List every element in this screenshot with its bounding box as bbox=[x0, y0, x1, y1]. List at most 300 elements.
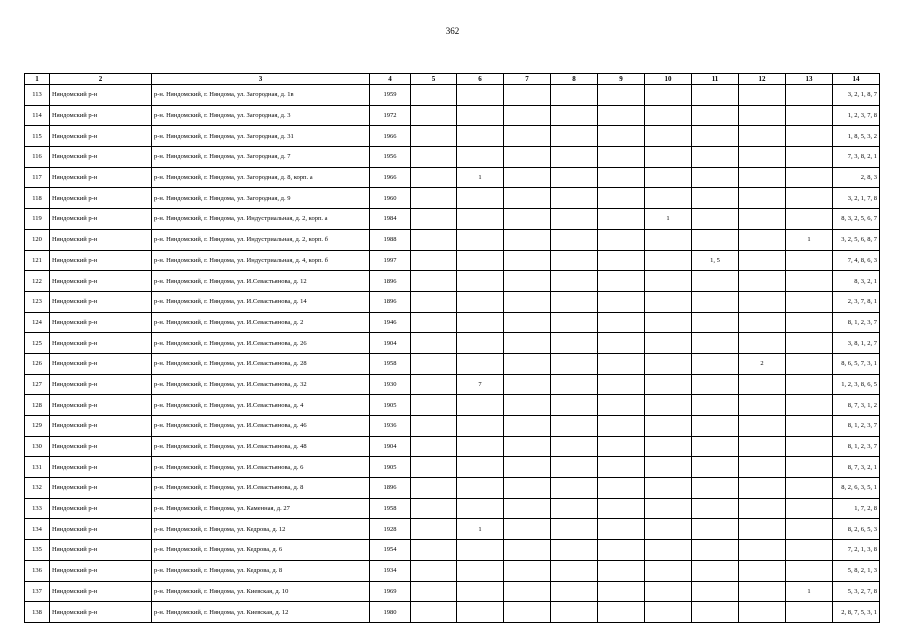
table-cell bbox=[598, 147, 645, 168]
table-cell: Няндомский р-н bbox=[50, 540, 152, 561]
table-cell: 138 bbox=[25, 602, 50, 623]
table-cell bbox=[457, 147, 504, 168]
table-cell bbox=[645, 85, 692, 106]
table-cell bbox=[739, 229, 786, 250]
table-cell bbox=[786, 167, 833, 188]
table-cell bbox=[411, 291, 457, 312]
table-row bbox=[25, 126, 880, 147]
table-cell: 7, 3, 8, 2, 1 bbox=[833, 147, 880, 168]
table-body bbox=[25, 85, 880, 623]
table-cell bbox=[504, 271, 551, 292]
table-cell bbox=[645, 333, 692, 354]
table-cell: р-н. Няндомский, г. Няндома, ул. Индустриальная, д. 2, корп. б bbox=[152, 229, 370, 250]
table-cell: Няндомский р-н bbox=[50, 333, 152, 354]
table-row bbox=[25, 436, 880, 457]
table-cell: 7, 2, 1, 3, 8 bbox=[833, 540, 880, 561]
table-cell bbox=[598, 188, 645, 209]
table-cell: 7 bbox=[457, 374, 504, 395]
table-cell bbox=[692, 312, 739, 333]
table-cell: 1, 2, 3, 8, 6, 5 bbox=[833, 374, 880, 395]
table-cell: р-н. Няндомский, г. Няндома, ул. Киевская, д. 10 bbox=[152, 581, 370, 602]
table-cell bbox=[504, 581, 551, 602]
table-cell bbox=[411, 478, 457, 499]
table-cell bbox=[786, 209, 833, 230]
table-cell bbox=[457, 229, 504, 250]
table-cell bbox=[692, 105, 739, 126]
column-header: 7 bbox=[504, 74, 551, 85]
table-cell bbox=[598, 229, 645, 250]
table-cell: р-н. Няндомский, г. Няндома, ул. Каменная, д. 27 bbox=[152, 498, 370, 519]
table-row bbox=[25, 105, 880, 126]
table-row bbox=[25, 147, 880, 168]
table-row bbox=[25, 374, 880, 395]
table-cell bbox=[739, 395, 786, 416]
table-cell bbox=[692, 395, 739, 416]
table-cell bbox=[504, 126, 551, 147]
table-cell: Няндомский р-н bbox=[50, 312, 152, 333]
table-cell: 1 bbox=[457, 167, 504, 188]
table-cell bbox=[739, 209, 786, 230]
table-cell bbox=[551, 250, 598, 271]
table-cell bbox=[411, 167, 457, 188]
table-cell: 119 bbox=[25, 209, 50, 230]
table-cell: 1896 bbox=[370, 478, 411, 499]
table-cell bbox=[504, 498, 551, 519]
table-cell: 1959 bbox=[370, 85, 411, 106]
table-cell: Няндомский р-н bbox=[50, 105, 152, 126]
table-cell bbox=[411, 250, 457, 271]
table-cell bbox=[692, 436, 739, 457]
table-row bbox=[25, 416, 880, 437]
column-header: 1 bbox=[25, 74, 50, 85]
table-cell: Няндомский р-н bbox=[50, 395, 152, 416]
table-cell bbox=[692, 147, 739, 168]
table-cell bbox=[504, 478, 551, 499]
table-cell bbox=[504, 312, 551, 333]
table-cell bbox=[504, 85, 551, 106]
table-cell bbox=[786, 188, 833, 209]
table-cell bbox=[457, 581, 504, 602]
table-cell: р-н. Няндомский, г. Няндома, ул. И.Севастьянова, д. 14 bbox=[152, 291, 370, 312]
column-header: 12 bbox=[739, 74, 786, 85]
table-cell: 1956 bbox=[370, 147, 411, 168]
table-cell bbox=[551, 188, 598, 209]
table-cell bbox=[786, 498, 833, 519]
table-cell bbox=[786, 560, 833, 581]
table-cell bbox=[786, 147, 833, 168]
table-cell: 129 bbox=[25, 416, 50, 437]
table-cell bbox=[411, 333, 457, 354]
table-cell bbox=[692, 353, 739, 374]
table-cell bbox=[598, 374, 645, 395]
table-cell: 128 bbox=[25, 395, 50, 416]
table-cell: 117 bbox=[25, 167, 50, 188]
table-cell bbox=[457, 312, 504, 333]
table-cell: р-н. Няндомский, г. Няндома, ул. Индустриальная, д. 4, корп. б bbox=[152, 250, 370, 271]
table-cell: Няндомский р-н bbox=[50, 271, 152, 292]
table-cell: Няндомский р-н bbox=[50, 250, 152, 271]
table-cell: 126 bbox=[25, 353, 50, 374]
table-cell bbox=[739, 498, 786, 519]
table-cell bbox=[457, 209, 504, 230]
table-cell: 1 bbox=[645, 209, 692, 230]
table-row bbox=[25, 209, 880, 230]
table-cell: Няндомский р-н bbox=[50, 188, 152, 209]
table-cell bbox=[739, 416, 786, 437]
table-cell: р-н. Няндомский, г. Няндома, ул. И.Севастьянова, д. 48 bbox=[152, 436, 370, 457]
table-row bbox=[25, 188, 880, 209]
table-cell bbox=[786, 416, 833, 437]
table-row bbox=[25, 271, 880, 292]
data-table bbox=[24, 73, 880, 623]
table-cell bbox=[598, 105, 645, 126]
table-cell: Няндомский р-н bbox=[50, 498, 152, 519]
table-cell bbox=[504, 188, 551, 209]
table-cell bbox=[645, 602, 692, 623]
table-cell bbox=[786, 540, 833, 561]
table-cell: 1946 bbox=[370, 312, 411, 333]
table-cell bbox=[739, 147, 786, 168]
table-cell bbox=[739, 478, 786, 499]
table-cell bbox=[692, 229, 739, 250]
table-cell bbox=[551, 416, 598, 437]
table-cell bbox=[739, 188, 786, 209]
table-cell bbox=[739, 291, 786, 312]
table-cell: р-н. Няндомский, г. Няндома, ул. Загородная, д. 8, корп. а bbox=[152, 167, 370, 188]
table-cell: 7, 4, 8, 6, 3 bbox=[833, 250, 880, 271]
table-cell bbox=[504, 374, 551, 395]
column-header: 9 bbox=[598, 74, 645, 85]
table-cell bbox=[504, 519, 551, 540]
table-cell bbox=[739, 250, 786, 271]
table-cell bbox=[551, 498, 598, 519]
table-cell bbox=[645, 436, 692, 457]
table-cell bbox=[457, 457, 504, 478]
table-cell: 133 bbox=[25, 498, 50, 519]
table-cell bbox=[645, 498, 692, 519]
table-cell: 8, 1, 2, 3, 7 bbox=[833, 312, 880, 333]
table-cell bbox=[786, 312, 833, 333]
table-cell bbox=[598, 312, 645, 333]
table-cell bbox=[504, 416, 551, 437]
table-cell: р-н. Няндомский, г. Няндома, ул. И.Севастьянова, д. 26 bbox=[152, 333, 370, 354]
table-cell bbox=[457, 271, 504, 292]
column-header: 13 bbox=[786, 74, 833, 85]
table-cell bbox=[786, 291, 833, 312]
table-cell: 1896 bbox=[370, 271, 411, 292]
table-cell bbox=[598, 353, 645, 374]
table-cell: 120 bbox=[25, 229, 50, 250]
table-cell bbox=[457, 478, 504, 499]
table-cell bbox=[457, 540, 504, 561]
table-cell bbox=[739, 85, 786, 106]
table-cell: 2, 3, 7, 8, 1 bbox=[833, 291, 880, 312]
table-cell bbox=[645, 291, 692, 312]
table-cell bbox=[739, 519, 786, 540]
table-cell: 1930 bbox=[370, 374, 411, 395]
column-header: 5 bbox=[411, 74, 457, 85]
table-row bbox=[25, 333, 880, 354]
table-cell bbox=[504, 395, 551, 416]
table-cell bbox=[411, 519, 457, 540]
table-cell bbox=[457, 250, 504, 271]
table-cell bbox=[504, 291, 551, 312]
table-cell bbox=[692, 85, 739, 106]
table-cell: р-н. Няндомский, г. Няндома, ул. И.Севастьянова, д. 6 bbox=[152, 457, 370, 478]
table-cell bbox=[504, 333, 551, 354]
column-header: 14 bbox=[833, 74, 880, 85]
table-cell bbox=[739, 457, 786, 478]
table-cell bbox=[457, 395, 504, 416]
table-cell: 137 bbox=[25, 581, 50, 602]
table-cell bbox=[598, 602, 645, 623]
table-cell bbox=[598, 333, 645, 354]
table-cell bbox=[411, 312, 457, 333]
table-cell: р-н. Няндомский, г. Няндома, ул. Загородная, д. 1в bbox=[152, 85, 370, 106]
table-cell: 1997 bbox=[370, 250, 411, 271]
table-cell bbox=[739, 560, 786, 581]
table-cell bbox=[786, 105, 833, 126]
table-cell bbox=[645, 250, 692, 271]
table-cell: 136 bbox=[25, 560, 50, 581]
table-cell bbox=[692, 291, 739, 312]
table-cell bbox=[457, 333, 504, 354]
table-cell: 134 bbox=[25, 519, 50, 540]
column-header: 11 bbox=[692, 74, 739, 85]
table-cell bbox=[411, 105, 457, 126]
table-cell bbox=[645, 457, 692, 478]
table-cell bbox=[692, 374, 739, 395]
table-cell bbox=[692, 457, 739, 478]
table-cell bbox=[411, 126, 457, 147]
table-cell: 2, 8, 7, 5, 3, 1 bbox=[833, 602, 880, 623]
table-cell bbox=[551, 105, 598, 126]
table-cell: 8, 1, 2, 3, 7 bbox=[833, 416, 880, 437]
table-cell bbox=[457, 416, 504, 437]
table-row bbox=[25, 602, 880, 623]
table-cell bbox=[598, 498, 645, 519]
table-cell bbox=[739, 333, 786, 354]
table-cell: 1, 2, 3, 7, 8 bbox=[833, 105, 880, 126]
table-cell bbox=[504, 167, 551, 188]
table-row bbox=[25, 167, 880, 188]
table-cell bbox=[411, 581, 457, 602]
table-cell bbox=[739, 602, 786, 623]
page-number: 362 bbox=[445, 26, 460, 36]
table-cell: р-н. Няндомский, г. Няндома, ул. И.Севастьянова, д. 46 bbox=[152, 416, 370, 437]
table-cell: 1904 bbox=[370, 436, 411, 457]
table-cell bbox=[598, 560, 645, 581]
table-cell bbox=[739, 271, 786, 292]
table-cell bbox=[692, 209, 739, 230]
table-cell: 8, 2, 6, 3, 5, 1 bbox=[833, 478, 880, 499]
table-cell bbox=[411, 602, 457, 623]
table-cell: 5, 8, 2, 1, 3 bbox=[833, 560, 880, 581]
table-cell bbox=[504, 209, 551, 230]
table-cell bbox=[692, 333, 739, 354]
table-cell: р-н. Няндомский, г. Няндома, ул. И.Севастьянова, д. 12 bbox=[152, 271, 370, 292]
table-cell bbox=[692, 602, 739, 623]
table-cell: 1958 bbox=[370, 498, 411, 519]
table-row bbox=[25, 540, 880, 561]
table-cell: 1905 bbox=[370, 457, 411, 478]
table-cell: р-н. Няндомский, г. Няндома, ул. Загородная, д. 3 bbox=[152, 105, 370, 126]
table-cell bbox=[457, 291, 504, 312]
table-cell: р-н. Няндомский, г. Няндома, ул. Кедрова, д. 6 bbox=[152, 540, 370, 561]
table-cell: р-н. Няндомский, г. Няндома, ул. Загородная, д. 7 bbox=[152, 147, 370, 168]
table-cell bbox=[551, 229, 598, 250]
table-cell: 1905 bbox=[370, 395, 411, 416]
table-cell: р-н. Няндомский, г. Няндома, ул. И.Севастьянова, д. 2 bbox=[152, 312, 370, 333]
table-cell: 1984 bbox=[370, 209, 411, 230]
table-cell: 8, 3, 2, 5, 6, 7 bbox=[833, 209, 880, 230]
table-cell bbox=[411, 229, 457, 250]
table-cell: 1928 bbox=[370, 519, 411, 540]
table-cell: 121 bbox=[25, 250, 50, 271]
table-cell: Няндомский р-н bbox=[50, 85, 152, 106]
table-cell bbox=[551, 540, 598, 561]
table-cell bbox=[786, 478, 833, 499]
table-cell bbox=[739, 581, 786, 602]
table-cell: 1936 bbox=[370, 416, 411, 437]
table-cell bbox=[692, 478, 739, 499]
column-header: 3 bbox=[152, 74, 370, 85]
table-cell bbox=[551, 312, 598, 333]
table-cell bbox=[551, 85, 598, 106]
table-cell bbox=[457, 126, 504, 147]
table-row bbox=[25, 250, 880, 271]
table-cell bbox=[645, 105, 692, 126]
table-cell bbox=[598, 250, 645, 271]
table-cell bbox=[411, 353, 457, 374]
table-cell: Няндомский р-н bbox=[50, 436, 152, 457]
table-cell: 1904 bbox=[370, 333, 411, 354]
table-cell: 122 bbox=[25, 271, 50, 292]
table-cell: Няндомский р-н bbox=[50, 581, 152, 602]
table-cell bbox=[692, 188, 739, 209]
table-cell: 1896 bbox=[370, 291, 411, 312]
table-cell bbox=[598, 436, 645, 457]
table-cell bbox=[551, 436, 598, 457]
table-cell: р-н. Няндомский, г. Няндома, ул. И.Севастьянова, д. 32 bbox=[152, 374, 370, 395]
table-row bbox=[25, 395, 880, 416]
table-cell bbox=[411, 188, 457, 209]
table-cell: 1988 bbox=[370, 229, 411, 250]
table-cell bbox=[692, 560, 739, 581]
table-row bbox=[25, 581, 880, 602]
table-cell: р-н. Няндомский, г. Няндома, ул. Киевская, д. 12 bbox=[152, 602, 370, 623]
table-cell bbox=[786, 374, 833, 395]
table-cell bbox=[786, 457, 833, 478]
table-cell bbox=[645, 478, 692, 499]
table-cell: Няндомский р-н bbox=[50, 457, 152, 478]
table-cell bbox=[504, 457, 551, 478]
table-cell bbox=[645, 147, 692, 168]
table-cell bbox=[645, 519, 692, 540]
table-cell bbox=[786, 519, 833, 540]
table-cell bbox=[692, 167, 739, 188]
table-row bbox=[25, 519, 880, 540]
table-cell bbox=[598, 457, 645, 478]
table-cell bbox=[504, 540, 551, 561]
table-cell bbox=[411, 209, 457, 230]
table-cell: 1 bbox=[786, 229, 833, 250]
table-row bbox=[25, 85, 880, 106]
table-cell: 1954 bbox=[370, 540, 411, 561]
table-cell: 1972 bbox=[370, 105, 411, 126]
table-cell bbox=[692, 540, 739, 561]
table-cell: 123 bbox=[25, 291, 50, 312]
table-cell bbox=[457, 85, 504, 106]
table-cell bbox=[457, 560, 504, 581]
table-cell bbox=[598, 540, 645, 561]
table-cell: р-н. Няндомский, г. Няндома, ул. Кедрова, д. 12 bbox=[152, 519, 370, 540]
table-cell: Няндомский р-н bbox=[50, 602, 152, 623]
table-cell bbox=[739, 126, 786, 147]
table-cell bbox=[692, 581, 739, 602]
table-cell: р-н. Няндомский, г. Няндома, ул. Загородная, д. 31 bbox=[152, 126, 370, 147]
table-cell: Няндомский р-н bbox=[50, 478, 152, 499]
table-cell: 1969 bbox=[370, 581, 411, 602]
table-cell: Няндомский р-н bbox=[50, 374, 152, 395]
table-cell bbox=[411, 436, 457, 457]
table-cell: Няндомский р-н bbox=[50, 229, 152, 250]
table-cell bbox=[598, 167, 645, 188]
column-header: 4 bbox=[370, 74, 411, 85]
table-cell bbox=[551, 560, 598, 581]
table-cell bbox=[551, 167, 598, 188]
table-cell bbox=[551, 353, 598, 374]
table-cell bbox=[457, 353, 504, 374]
table-cell bbox=[411, 540, 457, 561]
table-cell bbox=[786, 436, 833, 457]
table-row bbox=[25, 457, 880, 478]
table-cell bbox=[457, 188, 504, 209]
table-cell: 127 bbox=[25, 374, 50, 395]
table-cell bbox=[786, 126, 833, 147]
table-cell: Няндомский р-н bbox=[50, 167, 152, 188]
table-cell: Няндомский р-н bbox=[50, 147, 152, 168]
table-cell: р-н. Няндомский, г. Няндома, ул. Загородная, д. 9 bbox=[152, 188, 370, 209]
table-cell bbox=[739, 436, 786, 457]
table-cell bbox=[411, 457, 457, 478]
table-cell bbox=[598, 395, 645, 416]
table-row bbox=[25, 291, 880, 312]
table-cell: 3, 2, 1, 8, 7 bbox=[833, 85, 880, 106]
table-cell: 1966 bbox=[370, 126, 411, 147]
table-cell: 8, 7, 3, 1, 2 bbox=[833, 395, 880, 416]
table-cell bbox=[504, 147, 551, 168]
table-cell bbox=[598, 581, 645, 602]
table-cell: 5, 3, 2, 7, 8 bbox=[833, 581, 880, 602]
column-header: 6 bbox=[457, 74, 504, 85]
table-cell: 113 bbox=[25, 85, 50, 106]
table-cell bbox=[645, 560, 692, 581]
table-cell: 115 bbox=[25, 126, 50, 147]
table-cell bbox=[411, 271, 457, 292]
table-cell bbox=[786, 395, 833, 416]
table-cell bbox=[739, 167, 786, 188]
table-cell bbox=[504, 560, 551, 581]
table-cell bbox=[457, 105, 504, 126]
table-cell bbox=[504, 436, 551, 457]
table-cell bbox=[692, 498, 739, 519]
table-cell bbox=[598, 519, 645, 540]
table-cell: 8, 2, 6, 5, 3 bbox=[833, 519, 880, 540]
table-cell: 118 bbox=[25, 188, 50, 209]
column-header: 10 bbox=[645, 74, 692, 85]
table-cell: 3, 2, 5, 6, 8, 7 bbox=[833, 229, 880, 250]
